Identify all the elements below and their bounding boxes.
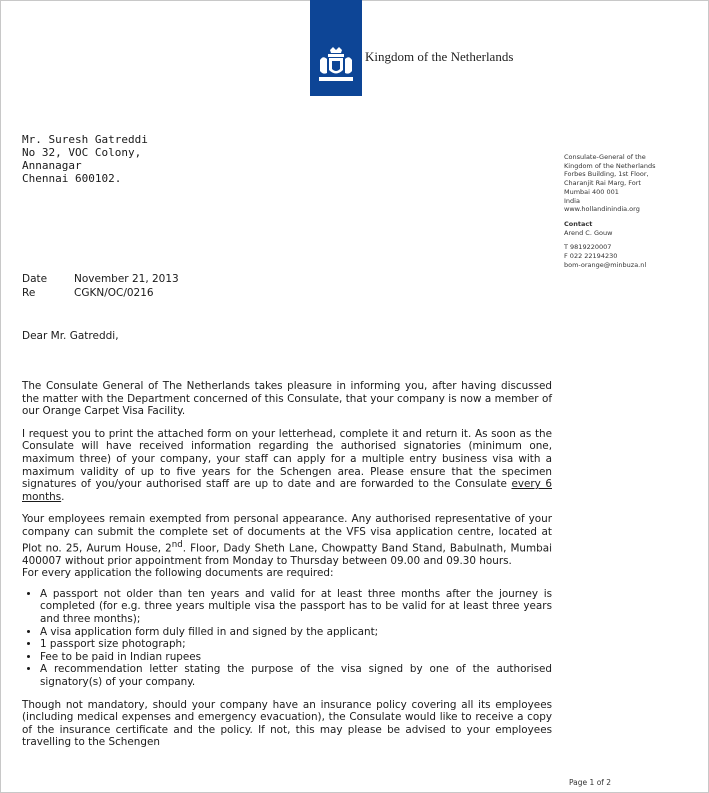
ordinal-suffix: nd	[171, 539, 183, 550]
recipient-line: Mr. Suresh Gatreddi	[22, 133, 148, 146]
underlined-frequency: every 6 months	[22, 478, 552, 503]
contact-fax: F 022 22194230	[564, 252, 618, 261]
paragraph-intro: The Consulate General of The Netherlands takes pleasure in informing you, after having discussed the matter with the Department concerned of this Consulate, that your company is now a member of our Orange Carpet Visa Facility.	[22, 380, 552, 418]
list-item: • 1 passport size photograph;	[40, 638, 552, 651]
sender-website: www.hollandinindia.org	[564, 205, 640, 214]
sender-line: Mumbai 400 001	[564, 187, 619, 196]
sender-line: Forbes Building, 1st Floor,	[564, 170, 649, 179]
paragraph-request: I request you to print the attached form on your letterhead, complete it and return it. As soon as the Consulate will have received information regarding the authorised signatories (minimum one, maximum three) of your company, your staff can apply for a multiple entry business visa with a maximum validity of up to five years for the Schengen area. Please ensure that the specimen signatures of you/your authorised staff are up to date and are forwarded to the Consulate every 6 months.	[22, 427, 552, 503]
recipient-line: Annanagar	[22, 159, 82, 172]
date-label: Date	[22, 273, 48, 285]
documents-list	[22, 588, 552, 689]
brand-name: Kingdom of the Netherlands	[365, 49, 514, 64]
list-item: • A passport not older than ten years and valid for at least three months after the journey is completed (for e.g. three years multiple visa the passport has to be valid for at least three years and three months);	[40, 588, 552, 626]
paragraph-submission	[22, 513, 552, 579]
recipient-line: No 32, VOC Colony,	[22, 146, 142, 159]
sender-line: India	[564, 196, 580, 205]
list-item: • A recommendation letter stating the purpose of the visa signed by one of the authorised signatory(s) of your company.	[40, 663, 552, 688]
contact-email: bom-orange@minbuza.nl	[564, 260, 647, 269]
list-item: • Fee to be paid in Indian rupees	[40, 651, 552, 664]
royal-crest-icon	[316, 46, 356, 84]
sender-line: Kingdom of the Netherlands	[564, 161, 656, 170]
reference-label: Re	[22, 287, 36, 299]
sender-line: Charanjit Rai Marg, Fort	[564, 179, 641, 188]
list-item: • A visa application form duly filled in and signed by the applicant;	[40, 626, 552, 639]
letter-meta	[22, 272, 179, 300]
letter-body	[22, 380, 552, 759]
paragraph-request-text: I request you to print the attached form on your letterhead, complete it and return it. As soon as the Consulate will have received information regarding the authorised signatories (minimum one, maximum three) of your company, your staff can apply for a multiple entry business visa with a maximum validity of up to five years for the Schengen area. Please ensure that the specimen signatures of you/your authorised staff are up to date and are forwarded to the Consulate	[22, 427, 552, 491]
salutation: Dear Mr. Gatreddi,	[22, 330, 119, 342]
page-number: Page 1 of 2	[569, 778, 612, 787]
contact-phone: T 9819220007	[564, 243, 612, 252]
date-value: November 21, 2013	[74, 273, 179, 285]
documents-intro: For every application the following documents are required:	[22, 567, 334, 580]
recipient-line: Chennai 600102.	[22, 172, 122, 185]
logo-block	[310, 0, 362, 96]
recipient-address	[22, 133, 148, 185]
paragraph-insurance: Though not mandatory, should your company have an insurance policy covering all its employees (including medical expenses and emergency evacuation), the Consulate would like to receive a copy of the insurance certificate and the policy. If not, this may please be advised to your employees travelling to the Schengen	[22, 698, 552, 749]
contact-heading: Contact	[564, 219, 593, 228]
contact-person: Arend C. Gouw	[564, 228, 613, 237]
sender-address	[564, 153, 656, 269]
reference-value: CGKN/OC/0216	[74, 287, 154, 299]
submission-text-a: Your employees remain exempted from personal appearance. Any authorised representative of your company can submit the complete set of documents at the VFS visa application centre, located at Plot no. 25, Aurum House, 2	[22, 513, 552, 554]
sender-line: Consulate-General of the	[564, 153, 646, 161]
submission-text-b: . Floor, Dady Sheth Lane, Chowpatty Band Stand, Babulnath, Mumbai 400007 without prior appointment from Monday to Thursday between 09.00 and 09.30 hours.	[22, 542, 552, 567]
